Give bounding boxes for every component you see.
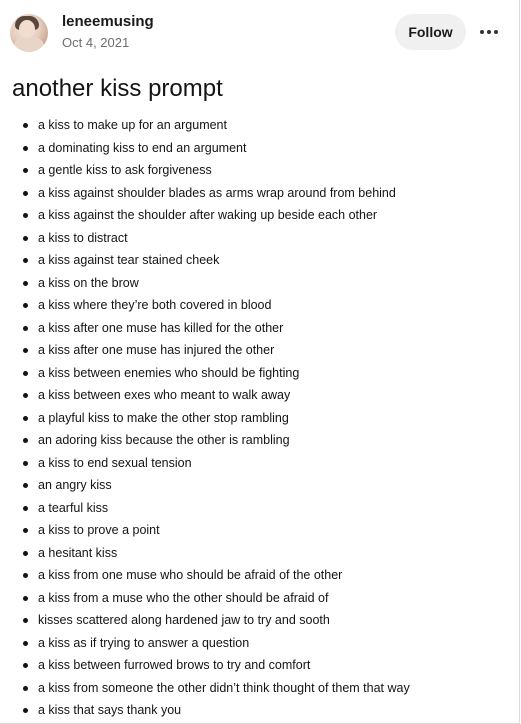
list-item: a kiss to make up for an argument [0,114,520,137]
list-item: a kiss to prove a point [0,519,520,542]
list-item: a kiss against the shoulder after waking up beside each other [0,204,520,227]
more-options-icon[interactable] [476,22,502,42]
list-item: a kiss after one muse has injured the other [0,339,520,362]
avatar-face-shape [19,20,35,38]
follow-button[interactable]: Follow [395,14,466,50]
avatar[interactable] [10,14,48,52]
list-item: a kiss against tear stained cheek [0,249,520,272]
post-date[interactable]: Oct 4, 2021 [62,35,130,50]
list-item: a kiss to distract [0,227,520,250]
dot [480,30,484,34]
list-item: a playful kiss to make the other stop rambling [0,407,520,430]
post-header [0,0,520,66]
list-item: a kiss from someone the other didn’t think thought of them that way [0,677,520,700]
list-item: kisses scattered along hardened jaw to try and sooth [0,609,520,632]
list-item: an adoring kiss because the other is rambling [0,429,520,452]
list-item: a hesitant kiss [0,542,520,565]
author-name[interactable]: leneemusing [62,13,154,30]
avatar-body-shape [14,36,44,52]
dot [494,30,498,34]
list-item: a gentle kiss to ask forgiveness [0,159,520,182]
list-item: a kiss against shoulder blades as arms wrap around from behind [0,182,520,205]
list-item: a kiss as if trying to answer a question [0,632,520,655]
list-item: a kiss between enemies who should be fighting [0,362,520,385]
list-item: a kiss on the brow [0,272,520,295]
list-item: a kiss from one muse who should be afraid of the other [0,564,520,587]
list-item: a kiss after one muse has killed for the other [0,317,520,340]
prompt-list [0,114,520,722]
list-item: an angry kiss [0,474,520,497]
list-item: a kiss between exes who meant to walk away [0,384,520,407]
list-item: a tearful kiss [0,497,520,520]
post-title: another kiss prompt [12,75,223,102]
list-item: a kiss from a muse who the other should be afraid of [0,587,520,610]
list-item: a dominating kiss to end an argument [0,137,520,160]
list-item: a kiss where they’re both covered in blood [0,294,520,317]
list-item: a kiss between furrowed brows to try and comfort [0,654,520,677]
list-item: a kiss that says thank you [0,699,520,722]
list-item: a kiss to end sexual tension [0,452,520,475]
dot [487,30,491,34]
